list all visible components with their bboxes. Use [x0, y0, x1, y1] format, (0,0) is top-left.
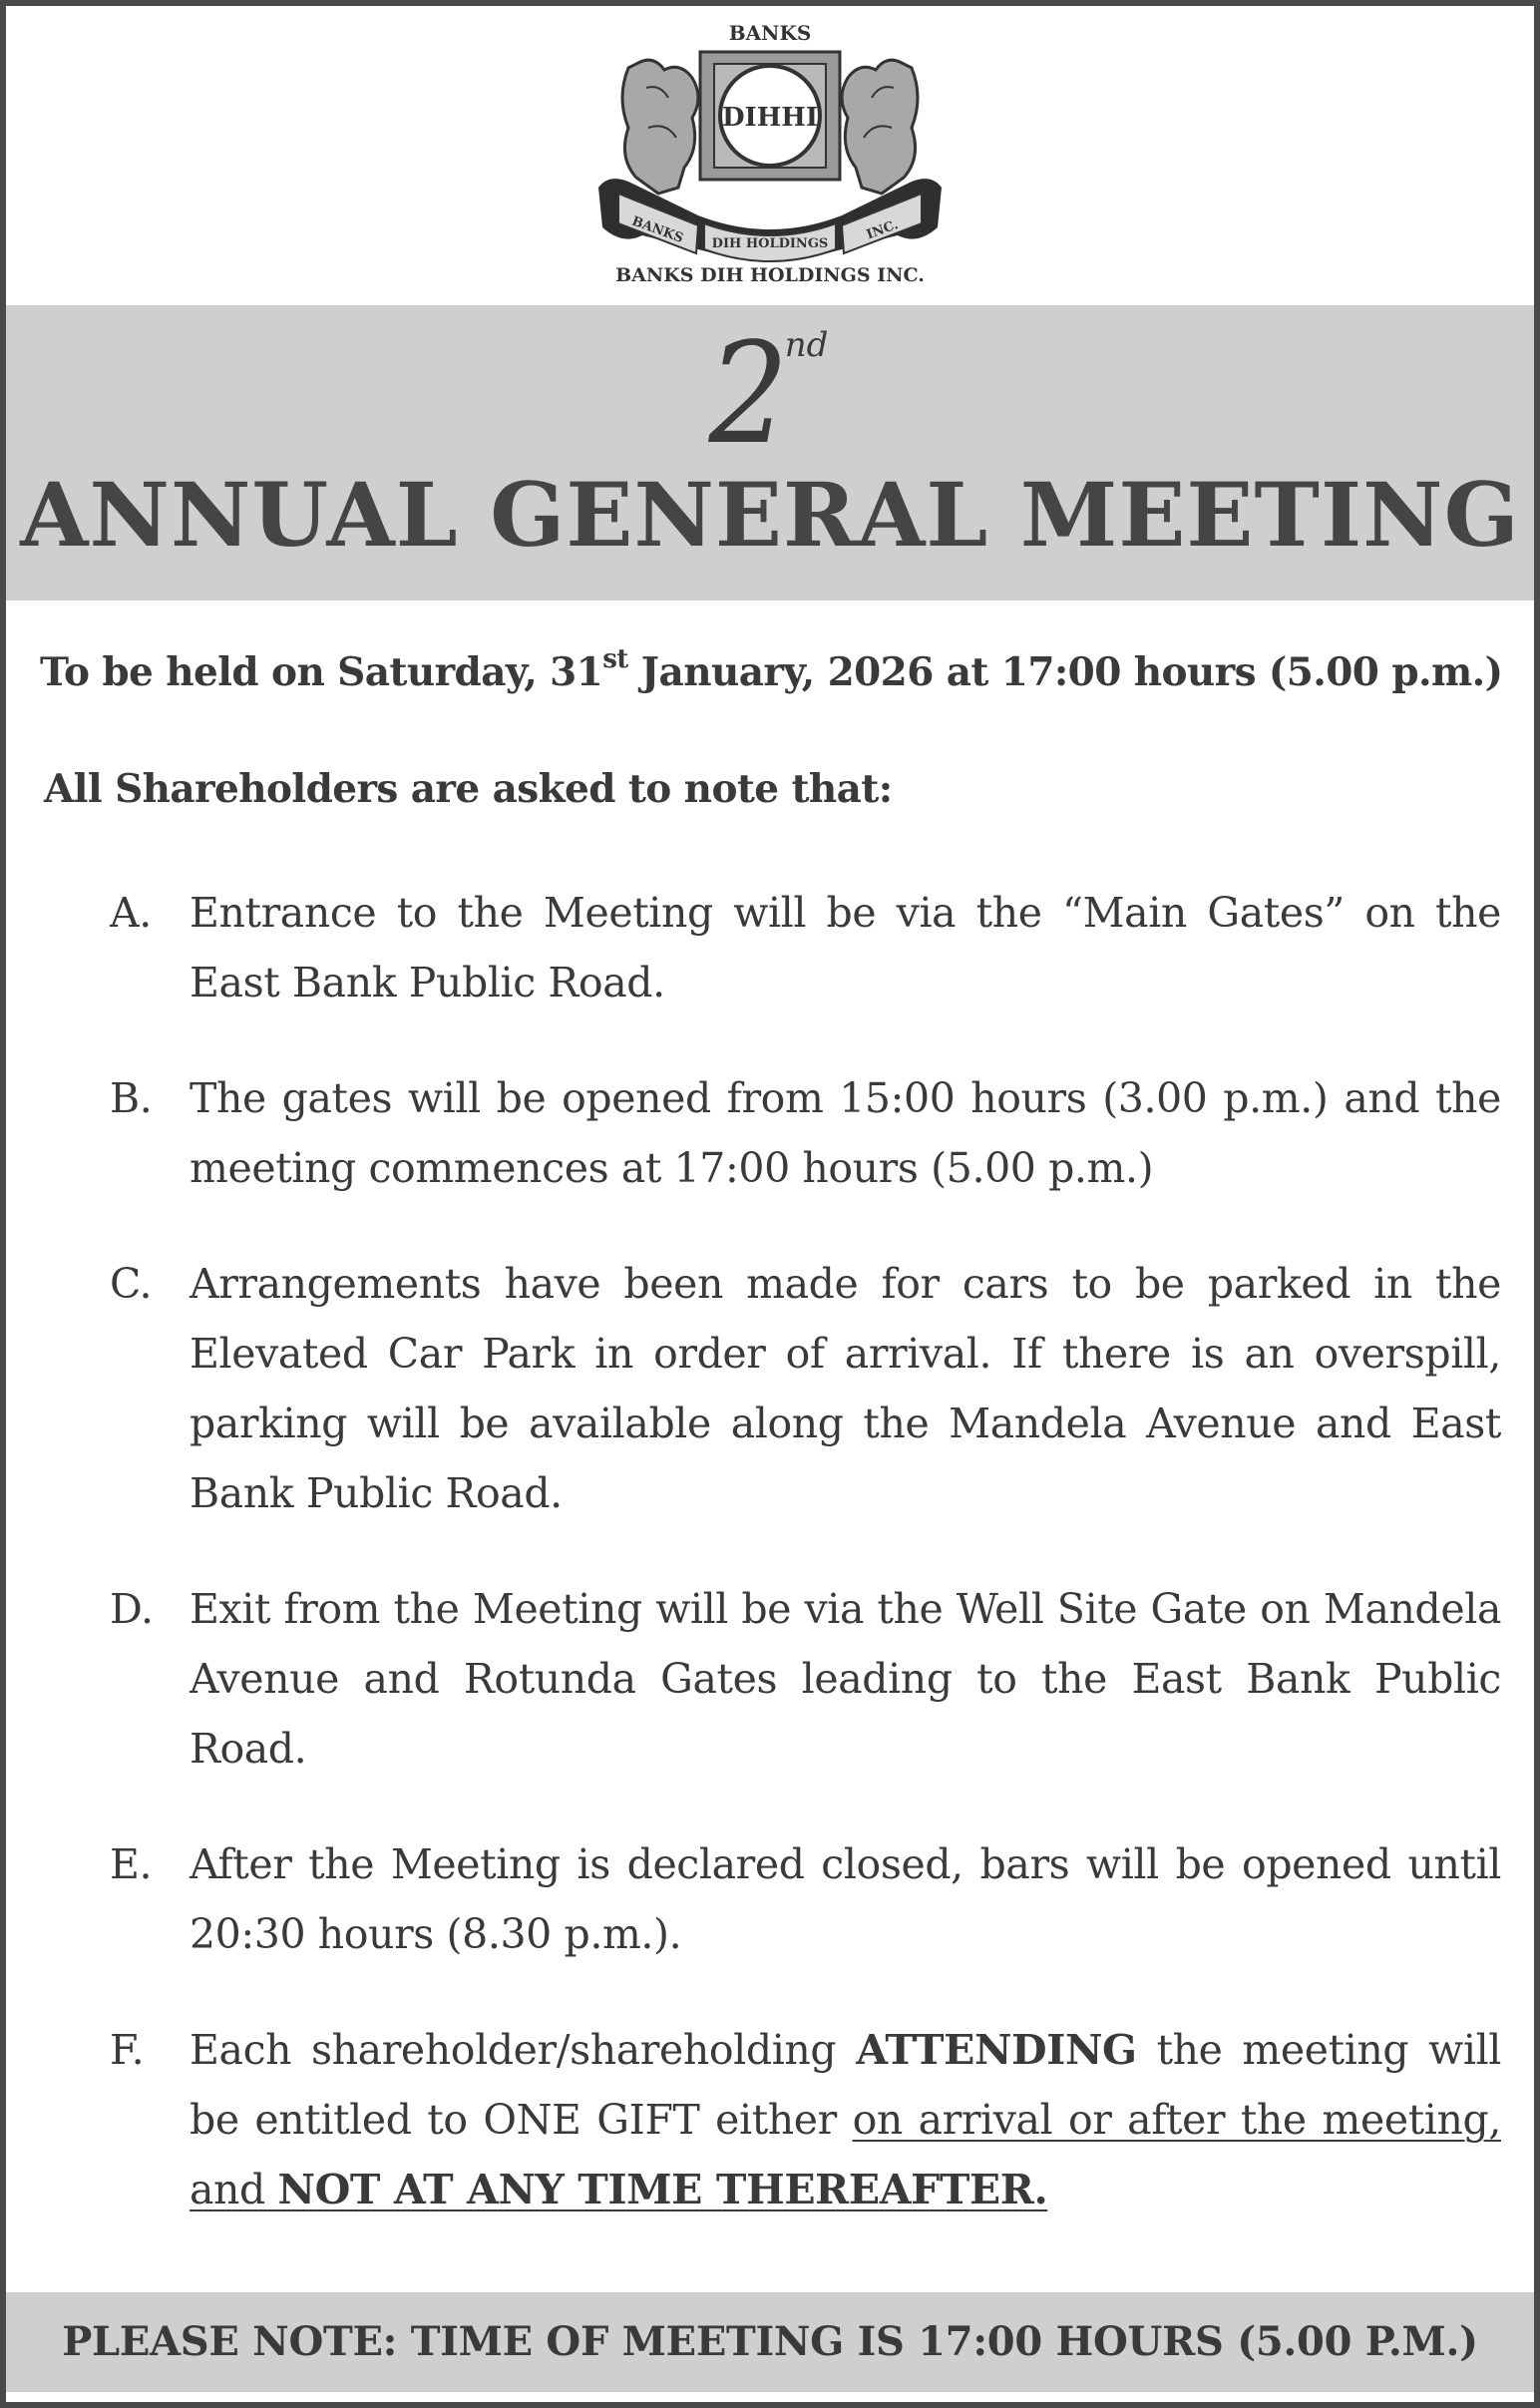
- note-text-part: Each shareholder/shareholding: [190, 2026, 857, 2074]
- crest-icon: [588, 18, 952, 287]
- ordinal-number: 2: [708, 313, 789, 476]
- note-underline: and: [190, 2166, 278, 2213]
- note-text: Entrance to the Meeting will be via the “Main Gates” on the East Bank Public Road.: [190, 889, 1501, 1006]
- date-prefix: To be held on Saturday, 31: [40, 649, 603, 695]
- date-suffix: st: [602, 644, 628, 674]
- note-underline: on arrival or after the meeting,: [852, 2096, 1501, 2144]
- title-banner: [6, 305, 1534, 601]
- svg-text:DIHHI: DIHHI: [721, 103, 819, 133]
- note-text: After the Meeting is declared closed, bars will be opened until 20:30 hours (8.30 p.m.).: [190, 1840, 1501, 1958]
- svg-text:BANKS: BANKS: [728, 21, 812, 45]
- meeting-date-line: [40, 644, 1506, 695]
- notes-list: [110, 878, 1501, 2270]
- list-marker: E.: [110, 1840, 153, 1888]
- list-item: [110, 1574, 1501, 1784]
- note-text: The gates will be opened from 15:00 hours (3.00 p.m.) and the meeting commences at 17:00 hours (5.00 p.m.): [190, 1074, 1501, 1192]
- company-logo: [588, 18, 952, 287]
- note-text: Arrangements have been made for cars to be parked in the Elevated Car Park in order of arrival. If there is an overspill, parking will be available along the Mandela Avenue and East Bank Public Road.: [190, 1260, 1501, 1517]
- list-marker: D.: [110, 1585, 154, 1633]
- svg-text:DIH HOLDINGS: DIH HOLDINGS: [711, 236, 829, 251]
- list-marker: B.: [110, 1074, 153, 1122]
- list-item: [110, 1063, 1501, 1203]
- meeting-ordinal: [6, 313, 1534, 476]
- svg-text:BANKS: BANKS: [629, 213, 685, 246]
- list-item: [110, 1249, 1501, 1528]
- list-marker: F.: [110, 2026, 145, 2074]
- list-marker: A.: [110, 889, 152, 937]
- footer-notice: [6, 2292, 1534, 2392]
- list-item: [110, 2015, 1501, 2224]
- notes-intro: All Shareholders are asked to note that:: [44, 766, 893, 812]
- ordinal-suffix: nd: [784, 325, 829, 365]
- svg-text:INC.: INC.: [864, 217, 901, 243]
- list-marker: C.: [110, 1260, 153, 1308]
- note-emphasis: ATTENDING: [856, 2026, 1137, 2074]
- svg-text:BANKS DIH HOLDINGS INC.: BANKS DIH HOLDINGS INC.: [615, 264, 925, 286]
- note-text: Exit from the Meeting will be via the Well Site Gate on Mandela Avenue and Rotunda Gates leading to the East Bank Public Road.: [190, 1585, 1501, 1773]
- date-rest: January, 2026 at 17:00 hours (5.00 p.m.): [627, 649, 1503, 695]
- page-title: ANNUAL GENERAL MEETING: [20, 463, 1520, 567]
- list-item: [110, 878, 1501, 1017]
- list-item: [110, 1829, 1501, 1969]
- note-text-part: the meeting will be entitled to ONE GIFT either: [190, 2026, 1501, 2144]
- note-emphasis-underline: NOT AT ANY TIME THEREAFTER.: [277, 2166, 1048, 2213]
- footer-text: PLEASE NOTE: TIME OF MEETING IS 17:00 HOURS (5.00 P.M.): [62, 2318, 1478, 2365]
